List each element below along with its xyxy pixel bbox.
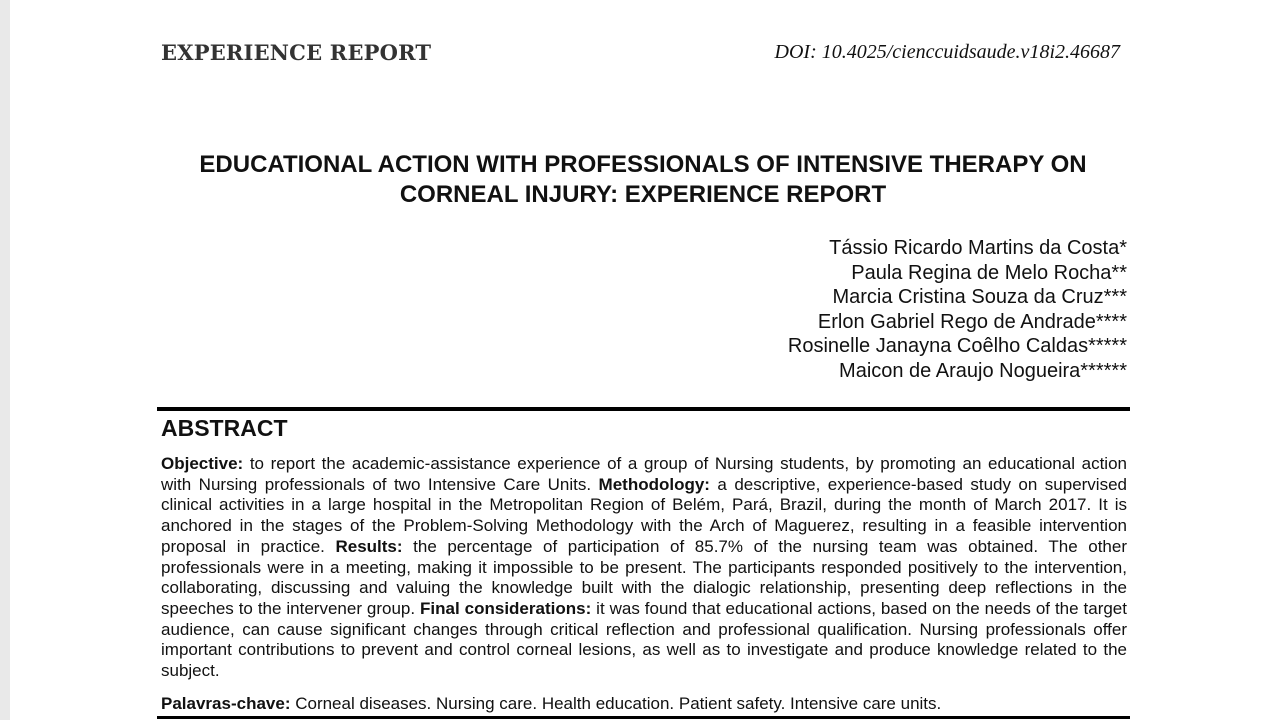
section-label: EXPERIENCE REPORT xyxy=(161,40,432,65)
article-title: EDUCATIONAL ACTION WITH PROFESSIONALS OF INTENSIVE THERAPY ON CORNEAL INJURY: EXPERIENCE REPORT xyxy=(199,151,1087,208)
author-list xyxy=(788,236,1127,384)
author-name: Paula Regina de Melo Rocha** xyxy=(851,261,1127,284)
abstract-heading: ABSTRACT xyxy=(161,415,288,441)
author-name: Rosinelle Janayna Coêlho Caldas***** xyxy=(787,335,1127,358)
doi-link[interactable]: DOI: 10.4025/cienccuidsaude.v18i2.46687 xyxy=(774,41,1120,63)
objective-label: Objective: xyxy=(161,454,244,473)
final-considerations-text: it was found that educational actions, based on the needs of the target audience, can cause significant changes through critical reflection and professional qualification. Nursing professionals offer important contributions to prevent and control corneal lesions, as well as to investigate and produce knowledge related to the subject. xyxy=(161,598,1127,681)
methodology-label: Methodology: xyxy=(598,474,710,494)
abstract-bottom-rule xyxy=(157,716,1130,719)
author-name: Maicon de Araujo Nogueira****** xyxy=(839,359,1127,382)
results-text: the percentage of participation of 85.7% of the nursing team was obtained. The other professionals were in a meeting, making it impossible to be present. The participants responded positively to the intervention, collaborating, discussing and valuing the knowledge built with the dialogic relationship, presenting deep reflections in the speeches to the intervener group. xyxy=(161,536,1127,618)
final-considerations-label: Final considerations: xyxy=(420,598,592,618)
author-name: Tássio Ricardo Martins da Costa* xyxy=(829,237,1127,259)
author-name: Marcia Cristina Souza da Cruz*** xyxy=(832,286,1127,309)
abstract-top-rule xyxy=(157,407,1130,411)
objective-text: to report the academic-assistance experience of a group of Nursing students, by promoting an educational action with Nursing professionals of two Intensive Care Units. xyxy=(161,454,1127,494)
author-name: Erlon Gabriel Rego de Andrade**** xyxy=(817,310,1127,333)
document-page xyxy=(10,0,1280,720)
results-label: Results: xyxy=(335,536,403,556)
abstract-body xyxy=(161,454,1127,682)
keywords-label: Palavras-chave: xyxy=(161,694,291,713)
keywords-line xyxy=(161,694,941,714)
methodology-text: a descriptive, experience-based study on supervised clinical activities in a large hospital in the Metropolitan Region of Belém, Pará, Brazil, during the month of March 2017. It is anchored in the stages of the Problem-Solving Methodology with the Arch of Maguerez, resulting in a feasible intervention proposal in practice. xyxy=(161,474,1127,556)
keywords-text: Corneal diseases. Nursing care. Health education. Patient safety. Intensive care units. xyxy=(290,694,942,713)
